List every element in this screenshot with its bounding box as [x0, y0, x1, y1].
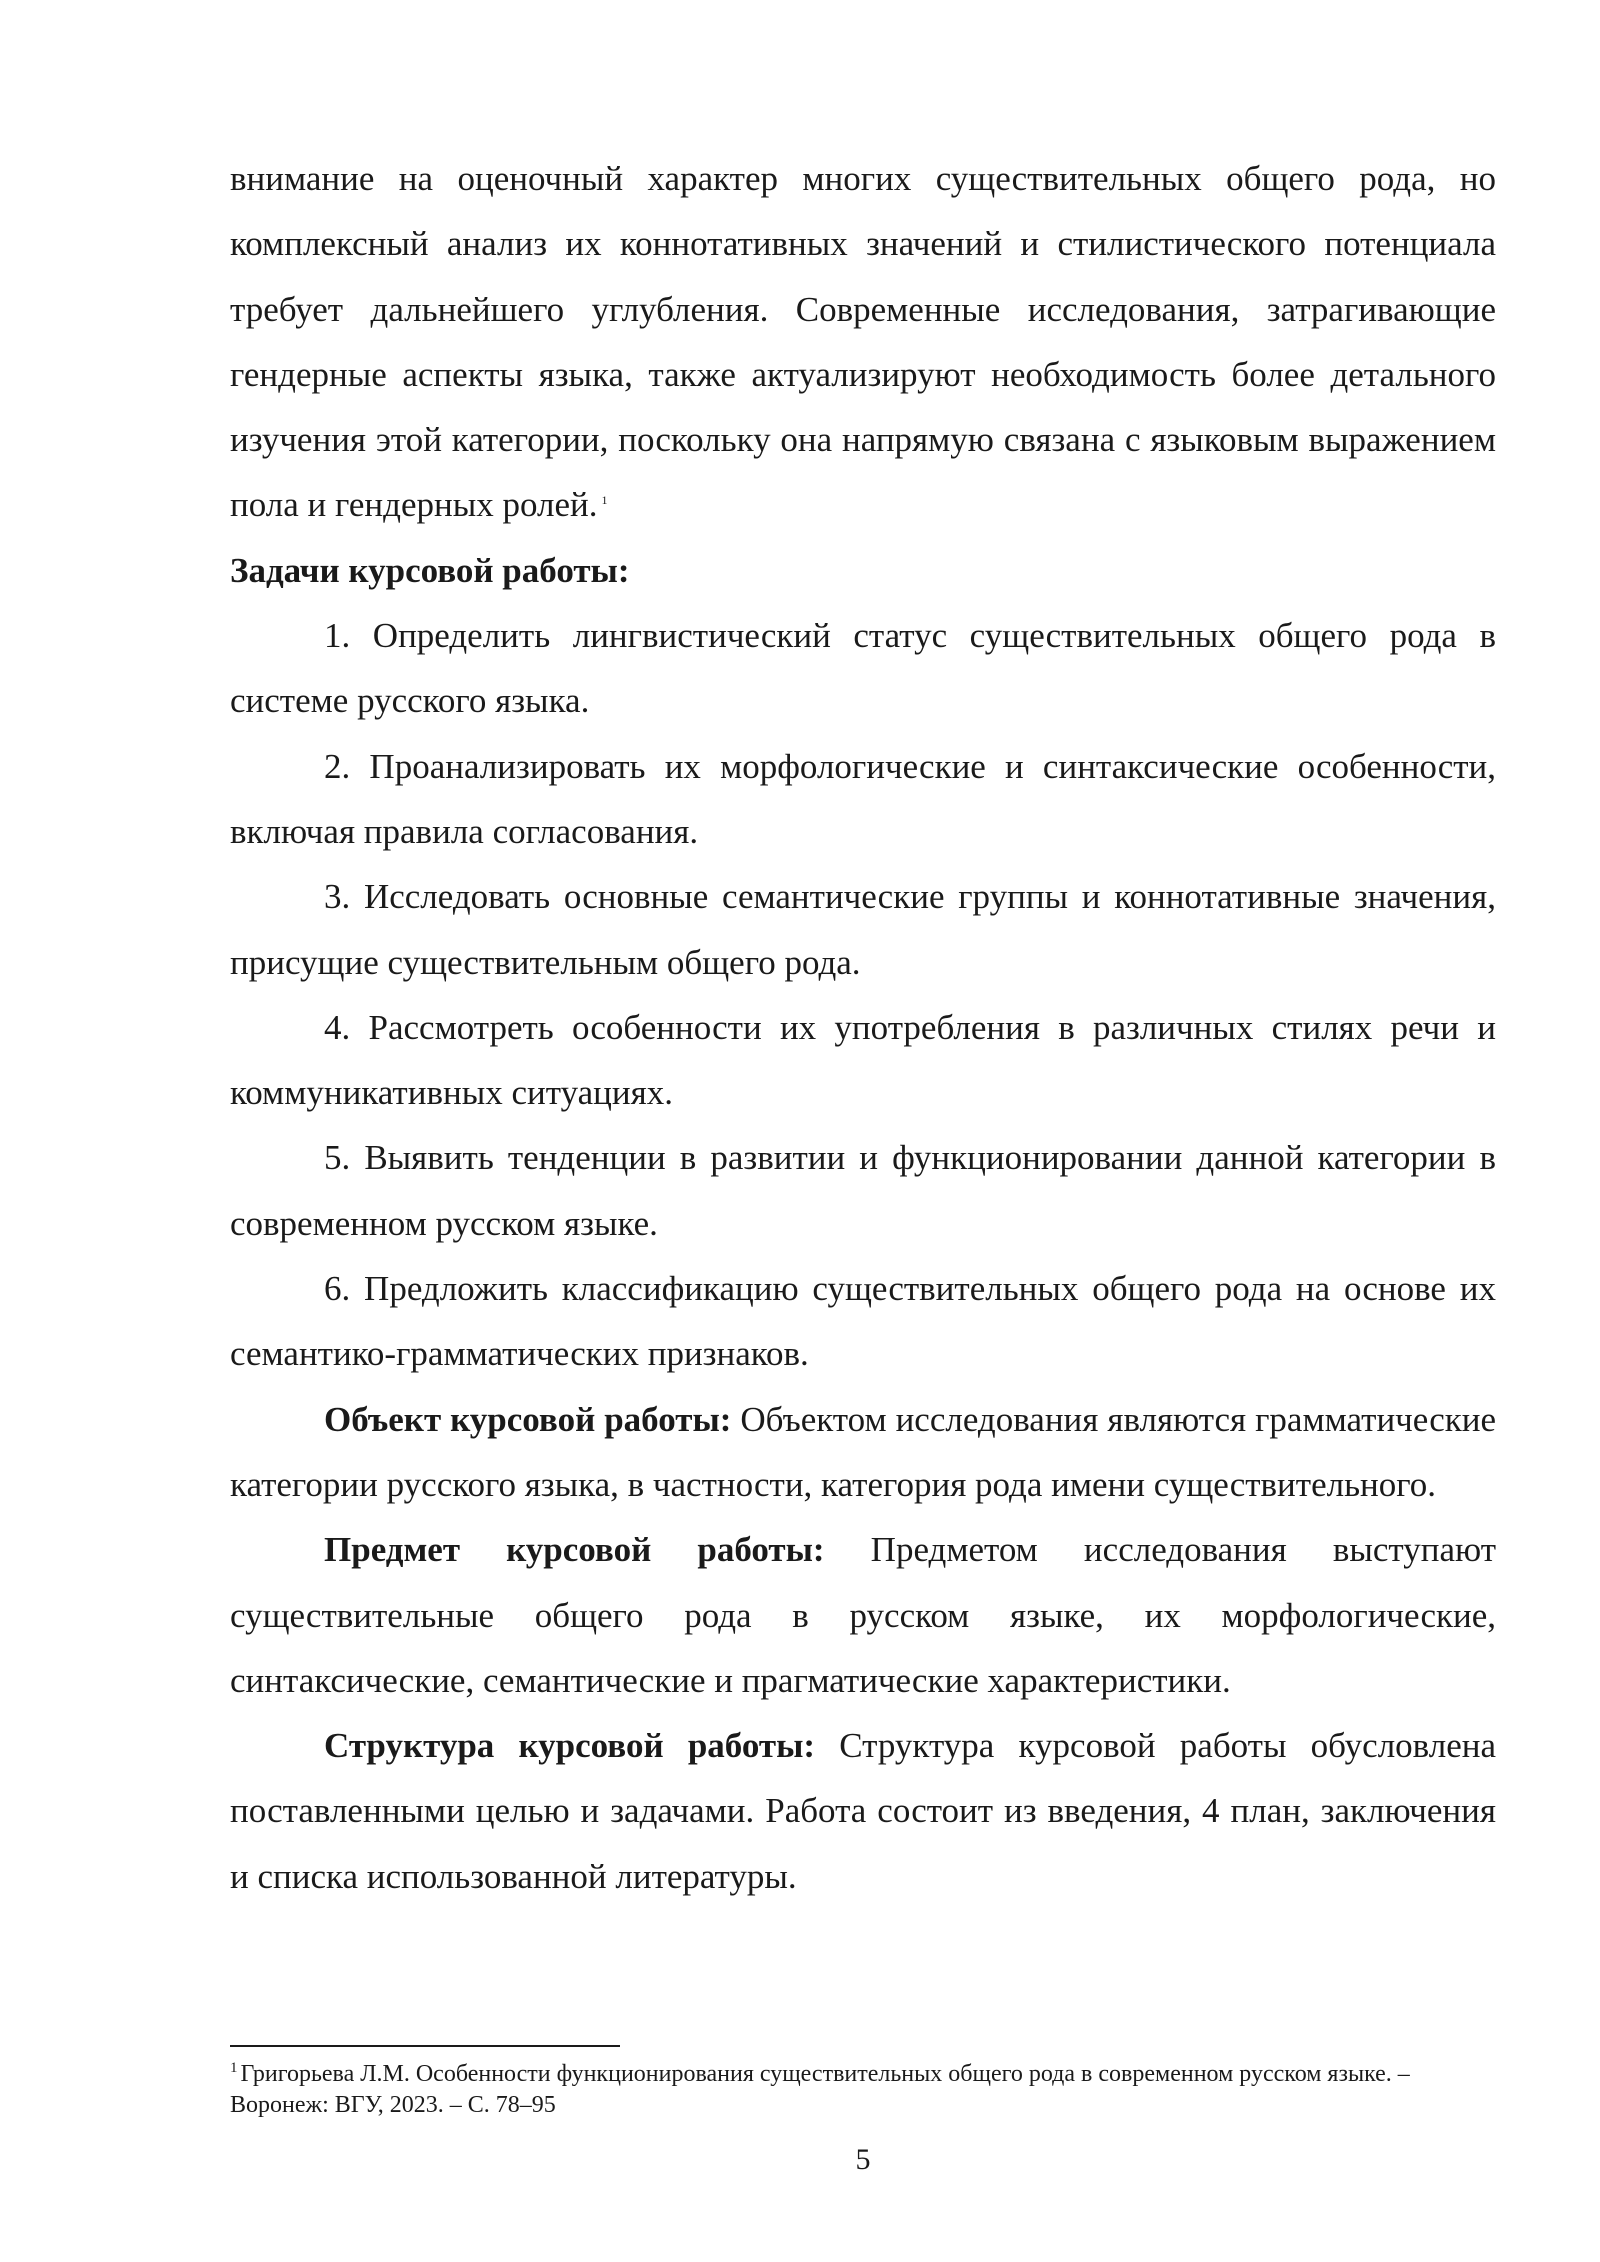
footnote-number: 1 [230, 2060, 238, 2076]
object-paragraph [230, 1387, 1496, 1518]
subject-paragraph [230, 1517, 1496, 1713]
structure-paragraph [230, 1713, 1496, 1909]
object-label: Объект курсовой работы: [324, 1399, 732, 1439]
paragraph-continuation-text: внимание на оценочный характер многих существительных общего рода, но комплексный анализ их коннотативных значений и стилистического потенциала требует дальнейшего углубления. Современные исследования, затрагивающие гендерные аспекты языка, также актуализируют необходимость более детального изучения этой категории, поскольку она напрямую связана с языковым выражением пола и гендерных ролей. [230, 159, 1496, 525]
page-number: 5 [855, 2143, 871, 2176]
structure-label: Структура курсовой работы: [324, 1726, 816, 1766]
task-item: 4. Рассмотреть особенности их употребления в различных стилях речи и коммуникативных ситуациях. [230, 1007, 1496, 1113]
subject-text: Предметом исследования выступают существительные общего рода в русском языке, их морфологические, синтаксические, семантические и прагматические характеристики. [230, 1530, 1496, 1700]
task-item: 3. Исследовать основные семантические группы и коннотативные значения, присущие существительным общего рода. [230, 877, 1496, 982]
task-item: 6. Предложить классификацию существительных общего рода на основе их семантико-грамматических признаков. [230, 1269, 1496, 1374]
task-item: 1. Определить лингвистический статус существительных общего рода в системе русского языка. [230, 616, 1496, 721]
task-item: 5. Выявить тенденции в развитии и функционировании данной категории в современном русском языке. [230, 1138, 1496, 1243]
main-text [230, 146, 1496, 1909]
tasks-heading: Задачи курсовой работы: [230, 550, 630, 590]
footnote-separator [230, 2045, 620, 2047]
footnote [230, 2059, 1496, 2121]
paragraph-continuation [230, 146, 1496, 538]
task-item: 2. Проанализировать их морфологические и синтаксические особенности, включая правила согласования. [230, 746, 1496, 851]
subject-label: Предмет курсовой работы: [324, 1530, 825, 1570]
object-text: Объектом исследования являются грамматические категории русского языка, в частности, категория рода имени существительного. [230, 1399, 1496, 1504]
footnote-text: Григорьева Л.М. Особенности функционирования существительных общего рода в современном русском языке. – Воронеж: ВГУ, 2023. – С. 78–95 [230, 2061, 1410, 2118]
footnote-reference[interactable]: 1 [601, 492, 608, 507]
structure-text: Структура курсовой работы обусловлена поставленными целью и задачами. Работа состоит из введения, 4 план, заключения и списка использованной литературы. [230, 1726, 1496, 1896]
